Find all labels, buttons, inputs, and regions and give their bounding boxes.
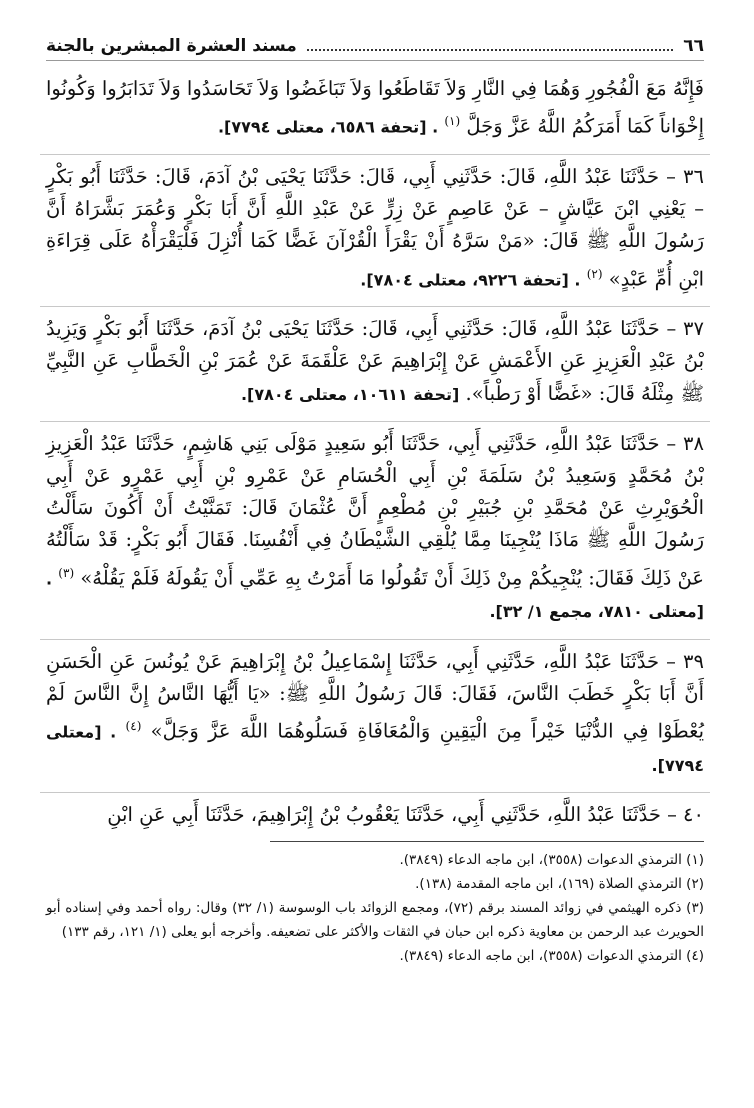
footnote-marker: (١)	[444, 114, 461, 129]
hadith-38	[46, 417, 704, 629]
footnote-marker: (٢)	[586, 266, 603, 281]
footnote-marker: (٤)	[125, 718, 142, 733]
hadith-text: فَإِنَّهُ مَعَ الْفُجُورِ وَهُمَا فِي النَّارِ وَلاَ تَقَاطَعُوا وَلاَ تَبَاغَضُوا وَلاَ تَحَاسَدُوا وَلاَ تَدَابَرُوا وَكُونُوا إِخْوَاناً كَمَا أَمَرَكُمُ اللَّهُ عَزَّ وَجَلَّ	[46, 77, 704, 138]
page-header	[46, 36, 704, 61]
footnote-2: (٢) الترمذي الصلاة (١٦٩)، ابن ماجه المقدمة (١٣٨).	[415, 876, 704, 893]
hadith-40-start	[46, 788, 704, 831]
header-dot-leader	[307, 49, 673, 51]
hadith-39	[46, 635, 704, 782]
footnote-marker: (٣)	[58, 565, 75, 580]
footnote-4: (٤) الترمذي الدعوات (٣٥٥٨)، ابن ماجه الدعاء (٣٨٤٩).	[399, 948, 704, 965]
hadith-35-end	[46, 73, 704, 144]
hadith-text: ٣٧ – حَدَّثَنَا عَبْدُ اللَّهِ، قَالَ: حَدَّثَنِي أَبِي، قَالَ: حَدَّثَنَا يَحْيَى بْنُ آدَمَ، حَدَّثَنَا أَبُو بَكْرٍ وَيَزِيدُ بْنُ عَبْدِ الْعَزِيزِ عَنِ الأَعْمَشِ عَنْ إِبْرَاهِيمَ عَنْ عَلْقَمَةَ عَنْ عُمَرَ بْنِ الْخَطَّابِ عَنِ النَّبِيِّ ﷺ مِثْلَهُ قَالَ: «غَضًّا أَوْ رَطْباً».	[46, 317, 704, 405]
hadith-text: ٣٨ – حَدَّثَنَا عَبْدُ اللَّهِ، حَدَّثَنِي أَبِي، حَدَّثَنَا أَبُو سَعِيدٍ مَوْلَى بَنِي هَاشِمٍ، حَدَّثَنَا عَبْدُ الْعَزِيزِ بْنُ مُحَمَّدٍ وَسَعِيدُ بْنُ سَلَمَةَ بْنِ أَبِي الْحُسَامِ عَنْ عَمْرِو بْنِ أَبِي عَمْرٍو عَنْ أَبِي الْحُوَيْرِثِ عَنْ مُحَمَّدِ بْنِ جُبَيْرِ بْنِ مُطْعِمٍ أَنَّ عُثْمَانَ قَالَ: تَمَنَّيْتُ أَنْ أَكُونَ سَأَلْتُ رَسُولَ اللَّهِ ﷺ مَاذَا يُنْجِينَا مِمَّا يُلْقِي الشَّيْطَانُ فِي أَنْفُسِنَا. فَقَالَ أَبُو بَكْرٍ: قَدْ سَأَلْتُهُ عَنْ ذَلِكَ فَقَالَ: يُنْجِيكُمْ مِنْ ذَلِكَ أَنْ تَقُولُوا مَا أَمَرْتُ بِهِ عَمِّي أَنْ يَقُولَهُ فَلَمْ يَقُلْهُ»	[46, 431, 705, 590]
hadith-text: ٣٦ – حَدَّثَنَا عَبْدُ اللَّهِ، قَالَ: حَدَّثَنِي أَبِي، قَالَ: حَدَّثَنَا يَحْيَى بْنُ آدَمَ، قَالَ: حَدَّثَنَا أَبُو بَكْرٍ – يَعْنِي ابْنَ عَيَّاشٍ – عَنْ عَاصِمٍ عَنْ زِرٍّ عَنْ عَبْدِ اللَّهِ أَنَّ أَبَا بَكْرٍ وَعُمَرَ بَشَّرَاهُ أَنَّ رَسُولَ اللَّهِ ﷺ قَالَ: «مَنْ سَرَّهُ أَنْ يَقْرَأَ الْقُرْآنَ غَضًّا كَمَا أُنْزِلَ فَلْيَقْرَأْهُ عَلَى قِرَاءَةِ ابْنِ أُمِّ عَبْدٍ»	[46, 164, 704, 291]
footnote-1: (١) الترمذي الدعوات (٣٥٥٨)، ابن ماجه الدعاء (٣٨٤٩).	[399, 852, 704, 869]
hadith-37	[46, 302, 704, 411]
reference-citation: . [تحفة ٩٢٢٦، معتلى ٧٨٠٤].	[360, 270, 581, 290]
footnote-3: (٣) ذكره الهيثمي في زوائد المسند برقم (٧٢)، ومجمع الزوائد باب الوسوسة (١/ ٣٢) وقال: رواه أحمد وفي إسناده أبو الحويرث عبد الرحمن بن معاوية ذكره ابن حبان في الثقات والأكثر على تضعيفه. وأخرجه أبو يعلى (١/ ١٢١، رقم ١٣٣)	[46, 900, 704, 941]
page-number: ٦٦	[683, 36, 704, 56]
main-text	[46, 73, 704, 831]
reference-citation: . [معتلى ٧٧٩٤].	[46, 722, 704, 775]
running-title: مسند العشرة المبشرين بالجنة	[46, 36, 297, 56]
hadith-text: ٣٩ – حَدَّثَنَا عَبْدُ اللَّهِ، حَدَّثَنِي أَبِي، حَدَّثَنَا إِسْمَاعِيلُ بْنُ إِبْرَاهِيمَ عَنْ يُونُسَ عَنِ الْحَسَنِ أَنَّ أَبَا بَكْرٍ خَطَبَ النَّاسَ، فَقَالَ: قَالَ رَسُولُ اللَّهِ ﷺ: «يَا أَيُّهَا النَّاسُ إِنَّ النَّاسَ لَمْ يُعْطَوْا فِي الدُّنْيَا خَيْراً مِنَ الْيَقِينِ وَالْمُعَافَاةِ فَسَلُوهُمَا اللَّهَ عَزَّ وَجَلَّ»	[46, 649, 704, 743]
footnote-separator	[270, 841, 704, 842]
reference-citation: [تحفة ١٠٦١١، معتلى ٧٨٠٤].	[240, 384, 460, 404]
hadith-text: ٤٠ – حَدَّثَنَا عَبْدُ اللَّهِ، حَدَّثَنِي أَبِي، حَدَّثَنَا يَعْقُوبُ بْنُ إِبْرَاهِيمَ، حَدَّثَنَا أَبِي عَنِ ابْنِ	[107, 802, 704, 826]
reference-citation: . [معتلى ٧٨١٠، مجمع ١/ ٣٢].	[46, 569, 704, 622]
footnotes	[46, 848, 704, 968]
hadith-36	[46, 150, 704, 296]
reference-citation: . [تحفة ٦٥٨٦، معتلى ٧٧٩٤].	[217, 117, 439, 137]
